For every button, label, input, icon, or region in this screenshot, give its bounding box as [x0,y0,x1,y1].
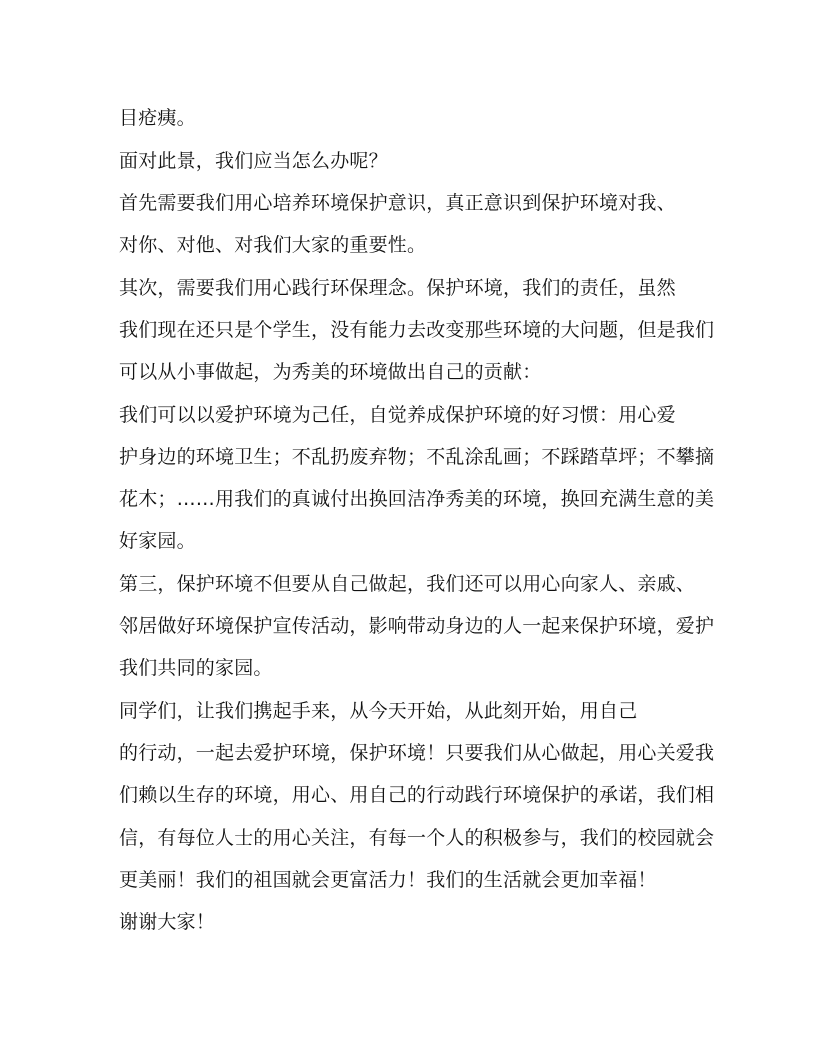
text-line: 花木；……用我们的真诚付出换回洁净秀美的环境，换回充满生意的美 [119,488,715,510]
text-line: 好家园。 [119,530,196,552]
text-line: 其次，需要我们用心践行环保理念。保护环境，我们的责任，虽然 [119,277,676,299]
text-line: 同学们，让我们携起手来，从今天开始，从此刻开始，用自己 [119,700,638,722]
text-line: 我们可以以爱护环境为己任，自觉养成保护环境的好习惯：用心爱 [119,404,676,426]
text-line: 信，有每位人士的用心关注，有每一个人的积极参与，我们的校园就会 [119,827,715,849]
text-line: 的行动，一起去爱护环境，保护环境！只要我们从心做起，用心关爱我 [119,742,715,764]
text-line: 可以从小事做起，为秀美的环境做出自己的贡献： [119,361,542,383]
text-line: 对你、对他、对我们大家的重要性。 [119,234,427,256]
text-line: 们赖以生存的环境，用心、用自己的行动践行环境保护的承诺，我们相 [119,784,715,806]
text-line: 面对此景，我们应当怎么办呢？ [119,150,388,172]
text-line: 我们现在还只是个学生，没有能力去改变那些环境的大问题，但是我们 [119,319,715,341]
text-line: 邻居做好环境保护宣传活动，影响带动身边的人一起来保护环境，爱护 [119,615,715,637]
text-line: 第三，保护环境不但要从自己做起，我们还可以用心向家人、亲戚、 [119,573,696,595]
text-line: 护身边的环境卫生；不乱扔废弃物；不乱涂乱画；不踩踏草坪；不攀摘 [119,446,715,468]
text-line: 首先需要我们用心培养环境保护意识，真正意识到保护环境对我、 [119,192,676,214]
text-line: 目疮痍。 [119,107,196,129]
text-line: 谢谢大家！ [119,911,216,933]
text-line: 更美丽！我们的祖国就会更富活力！我们的生活就会更加幸福！ [119,869,657,891]
text-line: 我们共同的家园。 [119,657,273,679]
